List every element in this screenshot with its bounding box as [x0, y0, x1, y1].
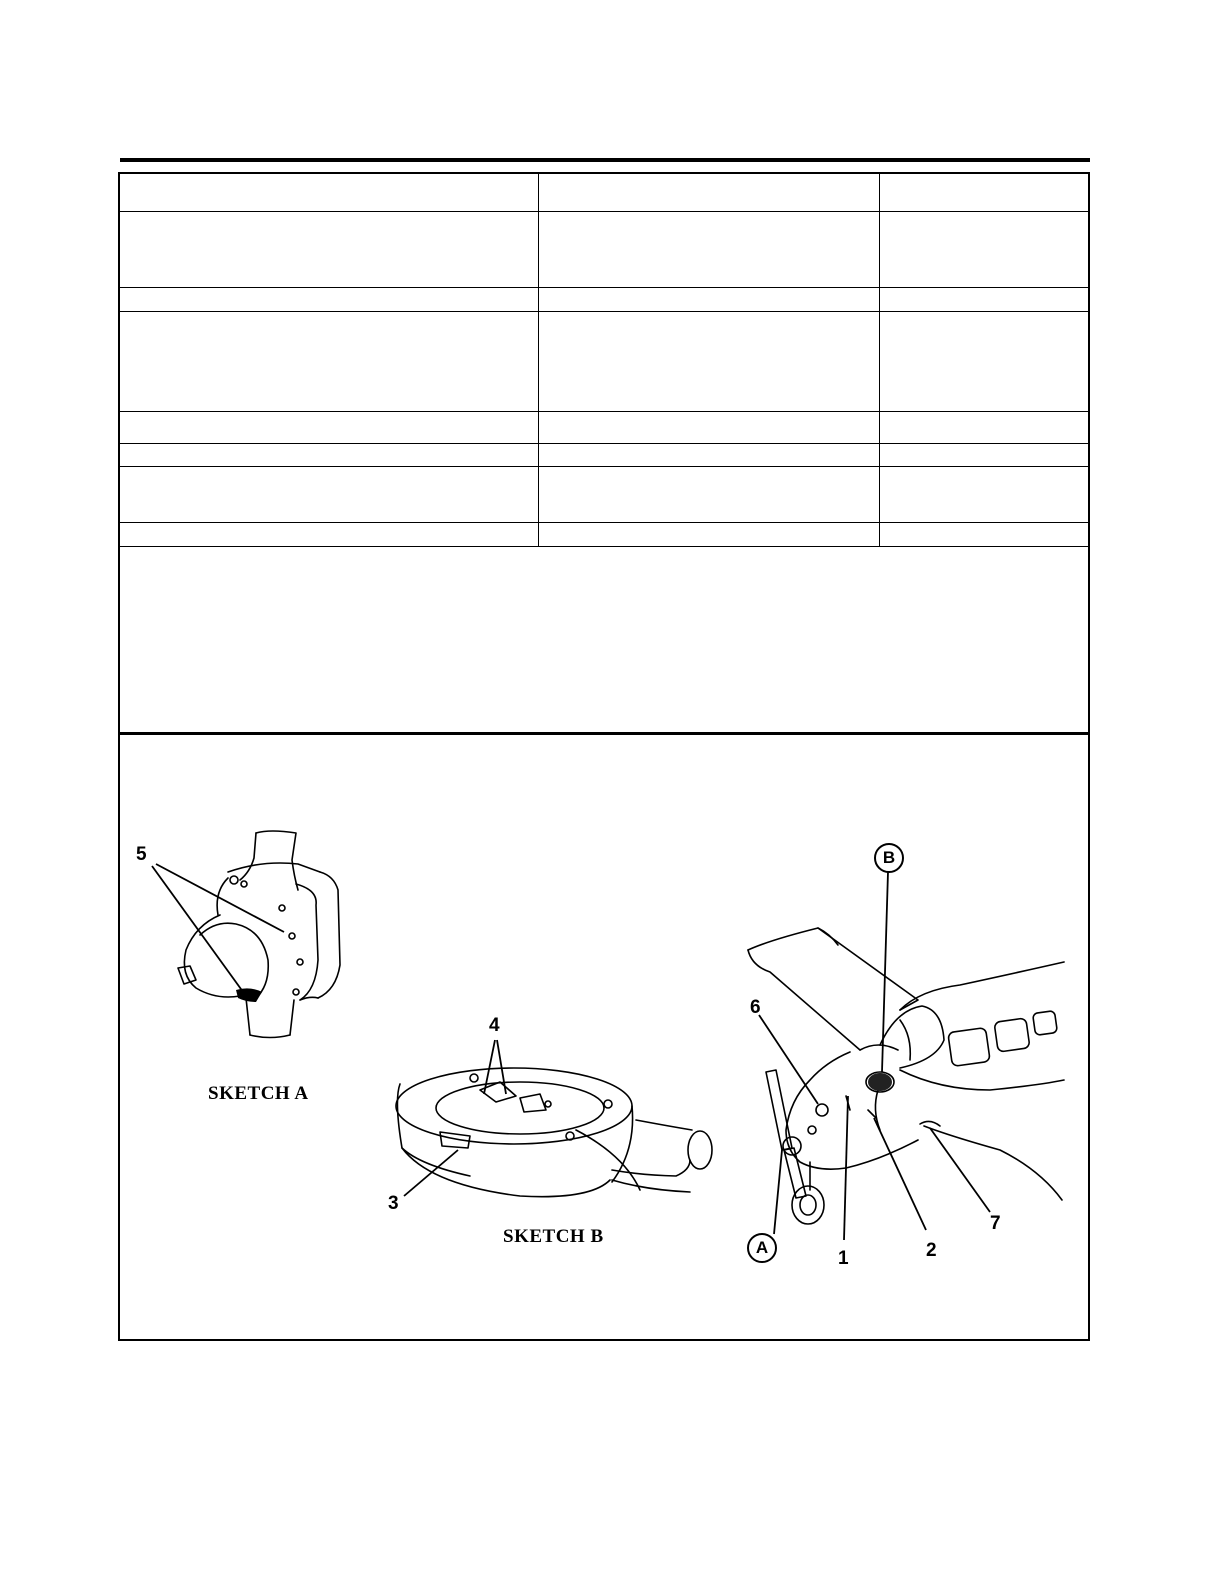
- callout-3: 3: [388, 1193, 399, 1214]
- callout-2: 2: [926, 1240, 937, 1261]
- callout-7: 7: [990, 1213, 1001, 1234]
- callout-5: 5: [136, 844, 147, 865]
- detail-a-label: A: [747, 1233, 777, 1263]
- callout-6: 6: [750, 997, 761, 1018]
- callout-1: 1: [838, 1248, 849, 1269]
- sketch-a-caption: SKETCH A: [208, 1083, 309, 1104]
- callout-4: 4: [489, 1015, 500, 1036]
- sketch-b-caption: SKETCH B: [503, 1226, 604, 1247]
- detail-b-label: B: [874, 843, 904, 873]
